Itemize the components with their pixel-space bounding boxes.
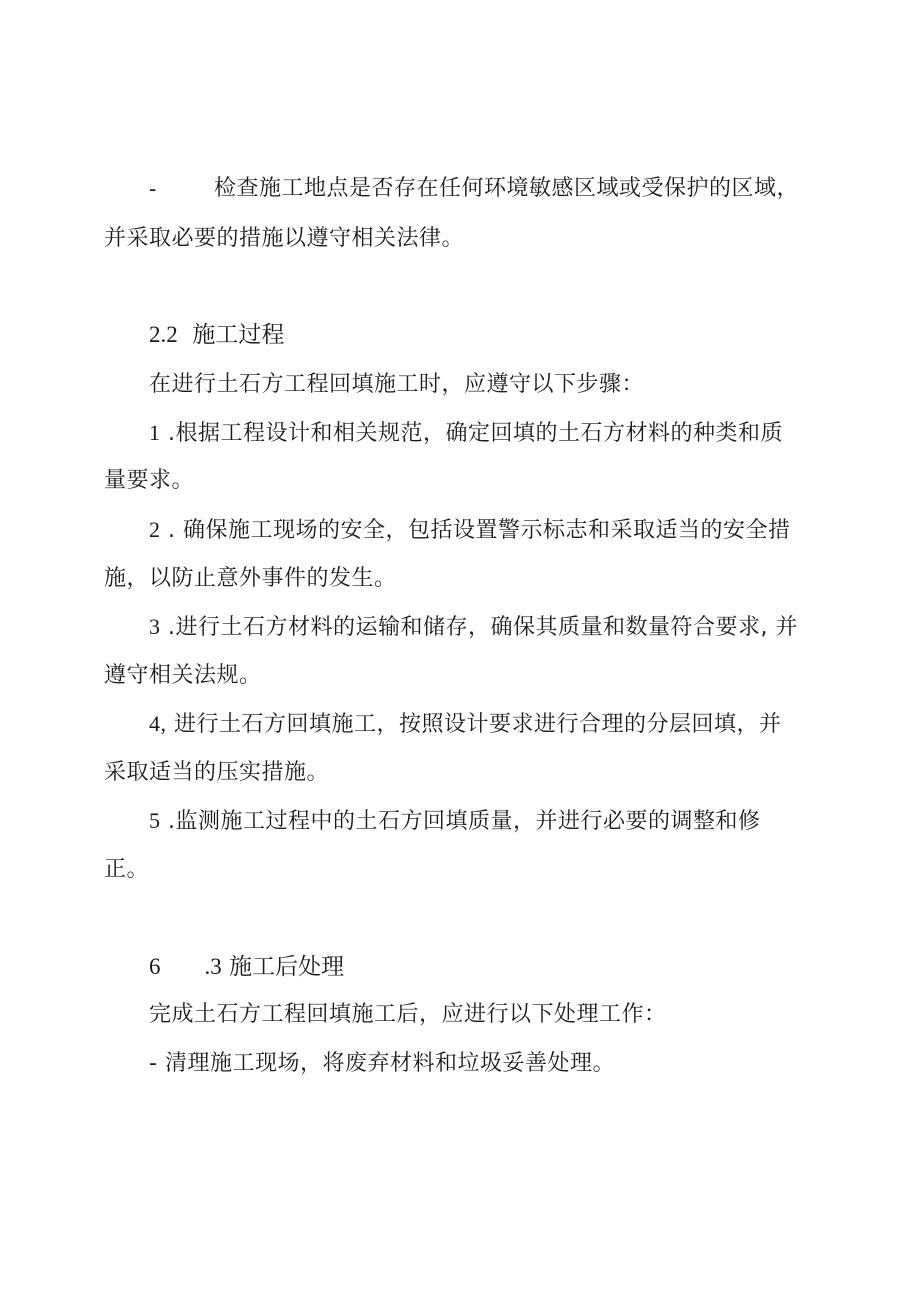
section-number-suffix: .3 [204, 954, 222, 979]
paragraph-line: 并采取必要的措施以遵守相关法律。 [104, 226, 465, 251]
section-heading [149, 320, 284, 350]
step-text: .监测施工过程中的土石方回填质量，并进行必要的调整和修 [168, 809, 761, 834]
step-text: . 确保施工现场的安全，包括设置警示标志和采取适当的安全措 [168, 518, 791, 543]
section-title: 施工过程 [192, 322, 285, 348]
step-text-continued: 量要求。 [104, 468, 195, 493]
section-title: 施工后处理 [229, 954, 345, 980]
item-text: 清理施工现场，将废弃材料和垃圾妥善处理。 [164, 1051, 615, 1076]
step-marker: 3 [149, 614, 161, 639]
step-text-continued: 施，以防止意外事件的发生。 [104, 566, 397, 591]
section-number: 2.2 [149, 322, 178, 347]
list-dash: - [149, 176, 157, 201]
list-item [149, 1049, 615, 1079]
list-item [149, 806, 761, 837]
section-number: 6 [149, 954, 161, 979]
list-item [149, 418, 783, 449]
step-text: .根据工程设计和相关规范，确定回填的土石方材料的种类和质 [168, 421, 783, 446]
step-text-continued: 正。 [104, 857, 150, 882]
paragraph-line: 检查施工地点是否存在任何环境敏感区域或受保护的区域， [214, 176, 800, 201]
list-item [149, 515, 791, 546]
step-marker: 4, [149, 711, 167, 736]
list-item [149, 612, 798, 643]
list-dash: - [149, 1051, 158, 1076]
step-text: 进行土石方回填施工，按照设计要求进行合理的分层回填，并 [174, 712, 782, 737]
step-marker: 5 [149, 808, 161, 833]
step-text-continued: 遵守相关法规。 [104, 663, 262, 688]
section-intro: 完成土石方工程回填施工后，应进行以下处理工作： [149, 1002, 667, 1027]
step-text-continued: 采取适当的压实措施。 [104, 760, 330, 785]
section-heading [149, 952, 344, 982]
list-item [149, 709, 782, 740]
step-marker: 2 [149, 517, 161, 542]
step-text: .进行土石方材料的运输和储存，确保其质量和数量符合要求, 并 [168, 615, 798, 640]
section-intro: 在进行土石方工程回填施工时，应遵守以下步骤： [149, 372, 645, 397]
step-marker: 1 [149, 420, 161, 445]
